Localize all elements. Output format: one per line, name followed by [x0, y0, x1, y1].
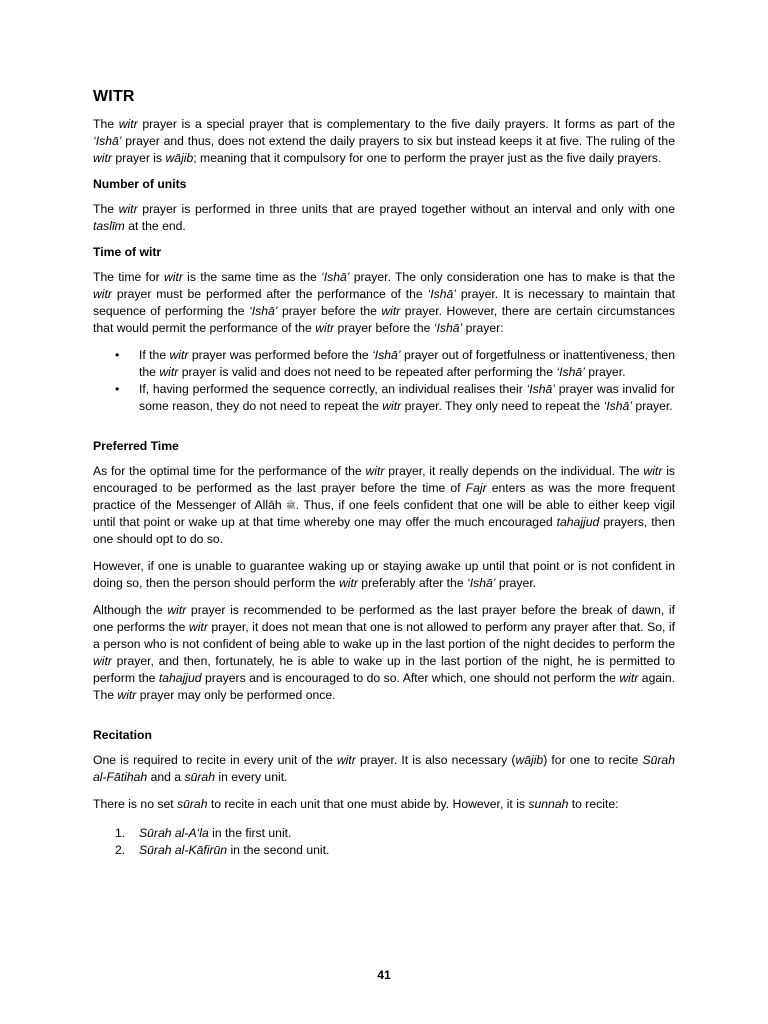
- text-run: again. The: [93, 671, 675, 702]
- bullet-icon: •: [115, 382, 120, 396]
- bullet-icon: •: [115, 348, 120, 362]
- section-heading-time-of-witr: Time of witr: [93, 245, 162, 259]
- text-run: prayer, it does not mean that one is not allowed to perform any prayer after that. So, if a person who is not confident of being able to wake up in the last portion of the night decides to perform the: [93, 620, 675, 651]
- text-run: prayer and thus, does not extend the daily prayers to six but instead keeps it at five. The ruling of the: [121, 134, 675, 148]
- list-item: [93, 347, 675, 381]
- italic-term: witr: [382, 399, 402, 413]
- italic-term: sūrah: [184, 770, 215, 784]
- italic-term: witr: [118, 117, 138, 131]
- text-run: prayer is performed in three units that are prayed together without an interval and only with one: [137, 202, 675, 216]
- italic-term: witr: [643, 464, 663, 478]
- text-run: prayer is valid and does not need to be repeated after performing the: [178, 365, 557, 379]
- section-heading-number-of-units: Number of units: [93, 177, 187, 191]
- italic-term: witr: [93, 151, 112, 165]
- text-run: ; meaning that it compulsory for one to perform the prayer just as the five daily prayers.: [193, 151, 662, 165]
- italic-term: witr: [169, 348, 189, 362]
- page-number: 41: [377, 968, 391, 982]
- text-run: ) for one to recite: [543, 753, 643, 767]
- italic-term: witr: [93, 654, 112, 668]
- text-run: in the second unit.: [227, 843, 330, 857]
- text-run: prayer may only be performed once.: [136, 688, 336, 702]
- recitation-paragraph-2: [93, 796, 675, 813]
- italic-term: Sūrah al-A‘la: [139, 826, 209, 840]
- italic-term: witr: [118, 202, 138, 216]
- italic-term: ‘Ishā’: [526, 382, 555, 396]
- text-run: prayer. It is also necessary (: [355, 753, 516, 767]
- salutation-icon: ﷺ: [286, 501, 296, 510]
- text-run: prayer must be performed after the performance of the: [111, 287, 428, 301]
- text-run: However, if one is unable to guarantee waking up or staying awake up until that point or is not confident in doing so, then the person should perform the: [93, 559, 675, 590]
- italic-term: ‘Ishā’: [467, 576, 496, 590]
- text-run: If, having performed the sequence correctly, an individual realises their: [139, 382, 527, 396]
- italic-term: witr: [619, 671, 639, 685]
- document-page: [93, 88, 675, 859]
- text-run: in the first unit.: [208, 826, 292, 840]
- preferred-paragraph-1: [93, 463, 675, 548]
- text-run: prayer, and then, fortunately, he is able to wake up in the last portion of the night, he is permitted to perform the: [93, 654, 675, 685]
- preferred-paragraph-3: [93, 602, 675, 704]
- list-item: [93, 842, 675, 859]
- italic-term: witr: [93, 287, 112, 301]
- italic-term: sunnah: [528, 797, 569, 811]
- text-run: prayer before the: [334, 321, 434, 335]
- text-run: prayers, then one should opt to do so.: [93, 515, 675, 546]
- bullet-list: [93, 347, 675, 415]
- text-run: prayer:: [462, 321, 504, 335]
- section-heading-recitation: Recitation: [93, 728, 152, 742]
- text-run: prayer is a special prayer that is complementary to the five daily prayers. It forms as part of the: [137, 117, 675, 131]
- italic-term: witr: [163, 270, 183, 284]
- italic-term: ‘Ishā’: [427, 287, 456, 301]
- italic-term: witr: [117, 688, 137, 702]
- spacer: [93, 714, 675, 728]
- text-run: prayer was invalid for some reason, they do not need to repeat the: [139, 382, 675, 413]
- italic-term: ‘Ishā’: [93, 134, 122, 148]
- italic-term: ‘Ishā’: [249, 304, 278, 318]
- text-run: prayer is: [111, 151, 166, 165]
- text-run: is the same time as the: [182, 270, 321, 284]
- text-run: to recite:: [568, 797, 619, 811]
- italic-term: wājib: [515, 753, 544, 767]
- text-run: at the end.: [124, 219, 186, 233]
- list-number: 2.: [115, 843, 126, 857]
- text-run: prayer before the: [277, 304, 382, 318]
- italic-term: witr: [336, 753, 356, 767]
- text-run: prayer, it really depends on the individual. The: [384, 464, 644, 478]
- text-run: The: [93, 202, 119, 216]
- list-item: [93, 381, 675, 415]
- italic-term: ‘Ishā’: [433, 321, 463, 335]
- text-run: to recite in each unit that one must abide by. However, it is: [207, 797, 529, 811]
- italic-term: Fajr: [465, 481, 487, 495]
- text-run: Although the: [93, 603, 168, 617]
- italic-term: Sūrah al-Fātihah: [93, 753, 675, 784]
- italic-term: taslīm: [93, 219, 125, 233]
- italic-term: ‘Ishā’: [556, 365, 585, 379]
- text-run: prayer out of forgetfulness or inattentiveness, then the: [139, 348, 675, 379]
- units-paragraph: [93, 201, 675, 235]
- italic-term: ‘Ishā’: [603, 399, 633, 413]
- italic-term: witr: [365, 464, 385, 478]
- recitation-paragraph-1: [93, 752, 675, 786]
- text-run: prayer. They only need to repeat the: [401, 399, 604, 413]
- italic-term: tahajjud: [556, 515, 600, 529]
- text-run: prayer.: [584, 365, 626, 379]
- text-run: in every unit.: [214, 770, 288, 784]
- numbered-list: [93, 825, 675, 859]
- text-run: If the: [139, 348, 170, 362]
- list-number: 1.: [115, 826, 126, 840]
- text-run: prayers and is encouraged to do so. After which, one should not perform the: [201, 671, 620, 685]
- text-run: prayer was performed before the: [188, 348, 373, 362]
- italic-term: witr: [159, 365, 179, 379]
- italic-term: ‘Ishā’: [372, 348, 401, 362]
- italic-term: tahajjud: [158, 671, 202, 685]
- section-heading-preferred-time: Preferred Time: [93, 439, 179, 453]
- text-run: One is required to recite in every unit of the: [93, 753, 337, 767]
- text-run: and a: [147, 770, 185, 784]
- text-run: prayer.: [495, 576, 537, 590]
- list-item: [93, 825, 675, 842]
- italic-term: witr: [381, 304, 401, 318]
- italic-term: ‘Ishā’: [321, 270, 350, 284]
- text-run: preferably after the: [357, 576, 467, 590]
- text-run: As for the optimal time for the performance of the: [93, 464, 366, 478]
- italic-term: witr: [315, 321, 335, 335]
- text-run: prayer. The only consideration one has to make is that the: [349, 270, 675, 284]
- time-paragraph: [93, 269, 675, 337]
- text-run: . Thus, if one feels confident that one will be able to either keep vigil until that point or wake up at that time whereby one may offer the much encouraged: [93, 498, 675, 529]
- text-run: enters as was the more frequent practice of the Messenger of Allāh: [93, 481, 675, 512]
- italic-term: wājib: [165, 151, 194, 165]
- italic-term: witr: [167, 603, 187, 617]
- italic-term: witr: [188, 620, 208, 634]
- text-run: prayer is recommended to be performed as the last prayer before the break of dawn, if one performs the: [93, 603, 675, 634]
- italic-term: sūrah: [177, 797, 208, 811]
- text-run: The time for: [93, 270, 164, 284]
- text-run: is encouraged to be performed as the last prayer before the time of: [93, 464, 675, 495]
- page-title: WITR: [93, 88, 135, 105]
- text-run: prayer. However, there are certain circumstances that would permit the performance of the: [93, 304, 675, 335]
- italic-term: witr: [338, 576, 358, 590]
- spacer: [93, 425, 675, 439]
- text-run: There is no set: [93, 797, 177, 811]
- intro-paragraph: [93, 116, 675, 167]
- preferred-paragraph-2: [93, 558, 675, 592]
- italic-term: Sūrah al-Kāfirūn: [139, 843, 228, 857]
- text-run: prayer. It is necessary to maintain that sequence of performing the: [93, 287, 675, 318]
- text-run: prayer.: [632, 399, 673, 413]
- text-run: The: [93, 117, 119, 131]
